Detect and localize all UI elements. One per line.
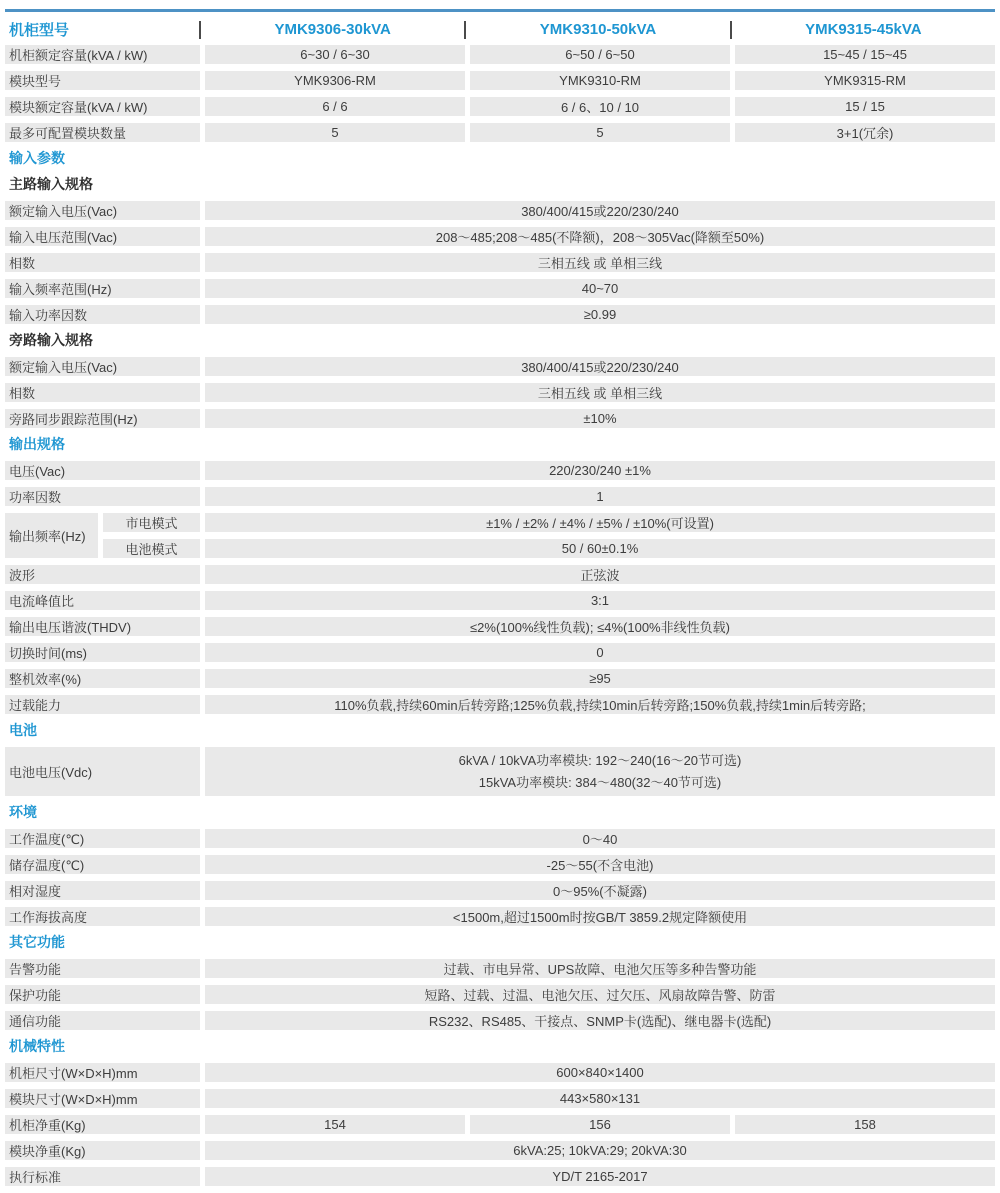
row-label: 相对湿度 <box>5 881 200 900</box>
row-label: 输入功率因数 <box>5 305 200 324</box>
table-row <box>5 409 995 428</box>
row-value-cell: 154 <box>205 1115 465 1134</box>
table-row <box>5 1089 995 1108</box>
table-row <box>5 461 995 480</box>
table-row <box>5 1141 995 1160</box>
row-value-cell: 220/230/240 ±1% <box>205 461 995 480</box>
row-value-cell: 6 / 6、10 / 10 <box>470 97 730 116</box>
row-value-cell: 6~30 / 6~30 <box>205 45 465 64</box>
row-label: 保护功能 <box>5 985 200 1004</box>
row-label: 过载能力 <box>5 695 200 714</box>
sub-row-value: ±1% / ±2% / ±4% / ±5% / ±10%(可设置) <box>205 513 995 532</box>
row-label: 旁路同步跟踪范围(Hz) <box>5 409 200 428</box>
row-value-cell: 6~50 / 6~50 <box>470 45 730 64</box>
sub-row-label: 电池模式 <box>103 539 200 558</box>
table-row <box>5 617 995 636</box>
top-accent-line <box>5 9 995 12</box>
table-row <box>5 487 995 506</box>
row-label: 工作海拔高度 <box>5 907 200 926</box>
table-row <box>5 565 995 584</box>
row-value-cell: ≥95 <box>205 669 995 688</box>
table-row <box>5 591 995 610</box>
table-row <box>5 907 995 926</box>
row-label: 相数 <box>5 253 200 272</box>
row-value-cell: 380/400/415或220/230/240 <box>205 357 995 376</box>
row-label: 切换时间(ms) <box>5 643 200 662</box>
row-label: 输入电压范围(Vac) <box>5 227 200 246</box>
sub-row <box>103 539 995 558</box>
table-row <box>5 201 995 220</box>
row-label: 电流峰值比 <box>5 591 200 610</box>
row-label: 输出频率(Hz) <box>5 513 98 558</box>
row-value-cell: 40~70 <box>205 279 995 298</box>
table-row <box>5 881 995 900</box>
row-value-cell: 三相五线 或 单相三线 <box>205 383 995 402</box>
row-value-cell: 6 / 6 <box>205 97 465 116</box>
row-label: 输出电压谐波(THDV) <box>5 617 200 636</box>
row-value-cell: YMK9310-RM <box>470 71 730 90</box>
value-line: 15kVA功率模块: 384～480(32～40节可选) <box>478 775 722 790</box>
row-value-cell: RS232、RS485、干接点、SNMP卡(选配)、继电器卡(选配) <box>205 1011 995 1030</box>
row-label: 电压(Vac) <box>5 461 200 480</box>
table-row <box>5 123 995 142</box>
row-value-cell: 5 <box>470 123 730 142</box>
table-row <box>5 305 995 324</box>
table-row <box>5 1115 995 1134</box>
header-model-column-3: YMK9315-45kVA <box>805 21 922 38</box>
sub-rows <box>103 513 995 558</box>
row-value-cell: 0 <box>205 643 995 662</box>
row-label: 模块型号 <box>5 71 200 90</box>
row-value-cell: 15~45 / 15~45 <box>735 45 995 64</box>
row-label: 执行标准 <box>5 1167 200 1186</box>
row-value-cell: 过载、市电异常、UPS故障、电池欠压等多种告警功能 <box>205 959 995 978</box>
row-value-cell: 三相五线 或 单相三线 <box>205 253 995 272</box>
row-value-cell: 5 <box>205 123 465 142</box>
row-label: 电池电压(Vdc) <box>5 747 200 796</box>
table-row <box>5 695 995 714</box>
section-heading: 电池 <box>9 722 37 738</box>
row-value-cell: 3+1(冗余) <box>735 123 995 142</box>
row-label: 机柜尺寸(W×D×H)mm <box>5 1063 200 1082</box>
row-label: 额定输入电压(Vac) <box>5 201 200 220</box>
section-heading: 其它功能 <box>9 934 65 950</box>
row-value-cell: ≥0.99 <box>205 305 995 324</box>
row-label: 最多可配置模块数量 <box>5 123 200 142</box>
row-value-cell: 156 <box>470 1115 730 1134</box>
section-heading: 机械特性 <box>9 1038 65 1054</box>
table-row <box>5 227 995 246</box>
row-value-cell: 正弦波 <box>205 565 995 584</box>
row-label: 工作温度(℃) <box>5 829 200 848</box>
table-row <box>5 855 995 874</box>
row-value-cell: 110%负载,持续60min后转旁路;125%负载,持续10min后转旁路;150%负载,持续1min后转旁路; <box>205 695 995 714</box>
row-value-cell: 6kVA:25; 10kVA:29; 20kVA:30 <box>205 1141 995 1160</box>
table-row <box>5 643 995 662</box>
table-row <box>5 357 995 376</box>
row-label: 输入频率范围(Hz) <box>5 279 200 298</box>
row-value-cell <box>205 747 995 796</box>
table-row <box>5 1063 995 1082</box>
row-value-cell: 短路、过载、过温、电池欠压、过欠压、风扇故障告警、防雷 <box>205 985 995 1004</box>
row-value-cell: 0～40 <box>205 829 995 848</box>
table-row <box>5 669 995 688</box>
row-value-cell: 208～485;208～485(不降额)，208～305Vac(降额至50%) <box>205 227 995 246</box>
row-value-cell: 380/400/415或220/230/240 <box>205 201 995 220</box>
table-row <box>5 829 995 848</box>
table-header-row <box>5 17 995 42</box>
row-value-cell: -25～55(不含电池) <box>205 855 995 874</box>
row-value-cell: 158 <box>735 1115 995 1134</box>
table-row <box>5 985 995 1004</box>
row-label: 机柜净重(Kg) <box>5 1115 200 1134</box>
row-label: 储存温度(℃) <box>5 855 200 874</box>
sub-row <box>103 513 995 532</box>
row-label: 机柜额定容量(kVA / kW) <box>5 45 200 64</box>
row-value-cell: 443×580×131 <box>205 1089 995 1108</box>
row-value-cell: 1 <box>205 487 995 506</box>
row-value-cell: YD/T 2165-2017 <box>205 1167 995 1186</box>
table-row <box>5 747 995 796</box>
row-value-cell: <1500m,超过1500m时按GB/T 3859.2规定降额使用 <box>205 907 995 926</box>
sub-row-value: 50 / 60±0.1% <box>205 539 995 558</box>
row-value-cell: YMK9306-RM <box>205 71 465 90</box>
table-row <box>5 1011 995 1030</box>
value-line: 6kVA / 10kVA功率模块: 192～240(16～20节可选) <box>458 753 742 768</box>
row-label: 功率因数 <box>5 487 200 506</box>
row-label: 相数 <box>5 383 200 402</box>
table-row <box>5 383 995 402</box>
header-model-column-1: YMK9306-30kVA <box>274 21 391 38</box>
table-row <box>5 71 995 90</box>
row-value-cell: 3:1 <box>205 591 995 610</box>
row-label: 模块尺寸(W×D×H)mm <box>5 1089 200 1108</box>
row-value-cell: YMK9315-RM <box>735 71 995 90</box>
section-heading: 输入参数 <box>9 150 65 166</box>
row-value-cell: ≤2%(100%线性负载); ≤4%(100%非线性负载) <box>205 617 995 636</box>
row-label: 通信功能 <box>5 1011 200 1030</box>
header-model-column-2: YMK9310-50kVA <box>539 21 657 38</box>
row-value-cell: ±10% <box>205 409 995 428</box>
header-cabinet-model-label: 机柜型号 <box>9 22 70 39</box>
section-heading: 环境 <box>9 804 37 820</box>
table-row <box>5 959 995 978</box>
table-row <box>5 97 995 116</box>
subsection-heading: 旁路输入规格 <box>9 332 93 348</box>
row-value-cell: 15 / 15 <box>735 97 995 116</box>
spec-table-body <box>5 45 995 1186</box>
section-heading: 输出规格 <box>9 436 65 452</box>
table-row <box>5 1167 995 1186</box>
row-label: 波形 <box>5 565 200 584</box>
table-row-nested <box>5 513 995 558</box>
table-row <box>5 253 995 272</box>
row-label: 整机效率(%) <box>5 669 200 688</box>
row-value-cell: 600×840×1400 <box>205 1063 995 1082</box>
row-value-cell: 0～95%(不凝露) <box>205 881 995 900</box>
sub-row-label: 市电模式 <box>103 513 200 532</box>
row-label: 额定输入电压(Vac) <box>5 357 200 376</box>
row-label: 告警功能 <box>5 959 200 978</box>
row-label: 模块额定容量(kVA / kW) <box>5 97 200 116</box>
subsection-heading: 主路输入规格 <box>9 176 93 192</box>
table-row <box>5 45 995 64</box>
row-label: 模块净重(Kg) <box>5 1141 200 1160</box>
table-row <box>5 279 995 298</box>
